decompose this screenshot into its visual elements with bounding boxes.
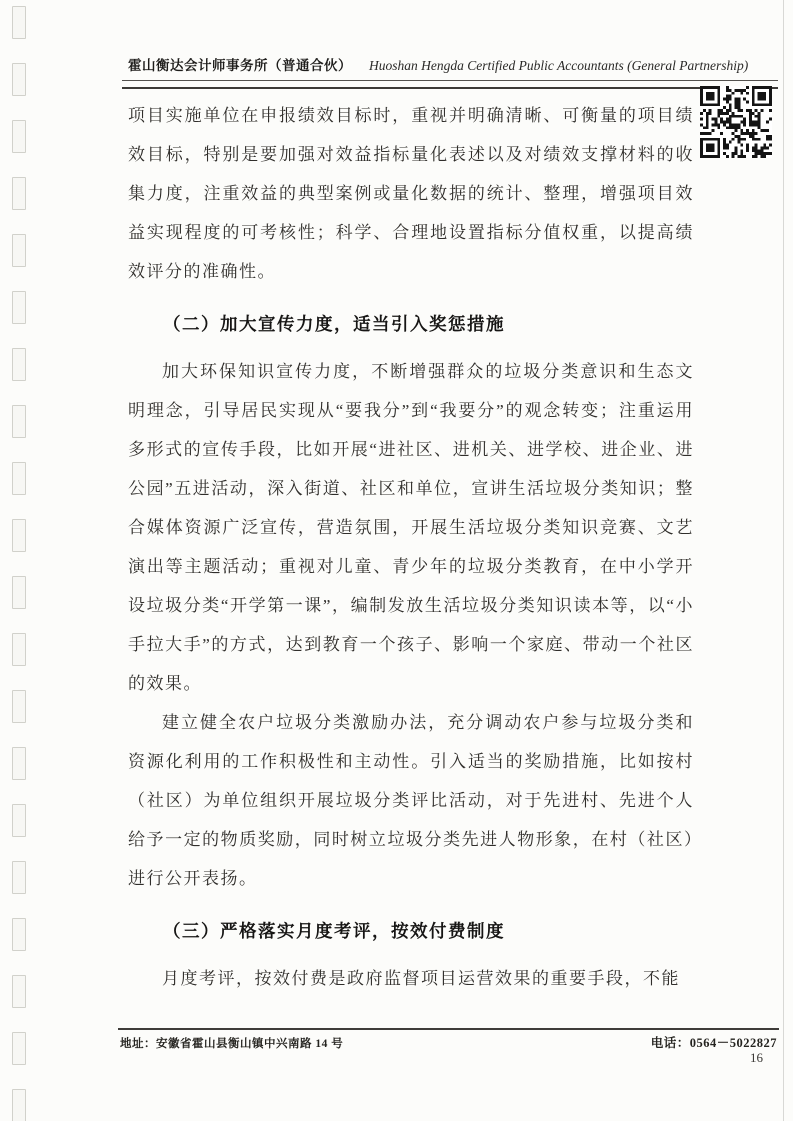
section-heading-monthly-review: （三）严格落实月度考评，按效付费制度 bbox=[163, 921, 505, 941]
paragraph-monthly-review: 月度考评，按效付费是政府监督项目运营效果的重要手段，不能 bbox=[162, 969, 680, 988]
qr-code-icon bbox=[700, 86, 772, 158]
footer bbox=[120, 1033, 777, 1051]
footer-phone: 电话：0564－5022827 bbox=[650, 1036, 777, 1050]
section-heading-publicity: （二）加大宣传力度，适当引入奖惩措施 bbox=[163, 314, 505, 334]
footer-rule bbox=[118, 1028, 779, 1030]
firm-name-english: Huoshan Hengda Certified Public Accountants (General Partnership) bbox=[369, 58, 749, 73]
letterhead bbox=[128, 54, 783, 74]
document-body bbox=[128, 96, 694, 998]
binding-holes bbox=[12, 6, 27, 1121]
footer-address: 地址：安徽省霍山县衡山镇中兴南路 14 号 bbox=[120, 1038, 344, 1050]
paragraph-publicity: 加大环保知识宣传力度，不断增强群众的垃圾分类意识和生态文明理念，引导居民实现从“要我分”到“我要分”的观念转变；注重运用多形式的宣传手段，比如开展“进社区、进机关、进学校、进企业、进公园”五进活动，深入街道、社区和单位，宣讲生活垃圾分类知识；整合媒体资源广泛宣传，营造氛围，开展生活垃圾分类知识竞赛、文艺演出等主题活动；重视对儿童、青少年的垃圾分类教育，在中小学开设垃圾分类“开学第一课”，编制发放生活垃圾分类知识读本等，以“小手拉大手”的方式，达到教育一个孩子、影响一个家庭、带动一个社区的效果。 bbox=[128, 362, 694, 693]
page-number: 16 bbox=[750, 1050, 763, 1065]
header-rule-bottom bbox=[122, 87, 778, 89]
firm-name-chinese: 霍山衡达会计师事务所（普通合伙） bbox=[128, 58, 352, 73]
paragraph-incentives: 建立健全农户垃圾分类激励办法，充分调动农户参与垃圾分类和资源化利用的工作积极性和主动性。引入适当的奖励措施，比如按村（社区）为单位组织开展垃圾分类评比活动，对于先进村、先进个人给予一定的物质奖励，同时树立垃圾分类先进人物形象，在村（社区）进行公开表扬。 bbox=[128, 713, 694, 888]
paragraph-performance-goals: 项目实施单位在申报绩效目标时，重视并明确清晰、可衡量的项目绩效目标，特别是要加强对效益指标量化表述以及对绩效支撑材料的收集力度，注重效益的典型案例或量化数据的统计、整理，增强项目效益实现程度的可考核性；科学、合理地设置指标分值权重，以提高绩效评分的准确性。 bbox=[128, 106, 694, 281]
header-rule-top bbox=[122, 80, 778, 81]
page-edge bbox=[783, 0, 784, 1121]
